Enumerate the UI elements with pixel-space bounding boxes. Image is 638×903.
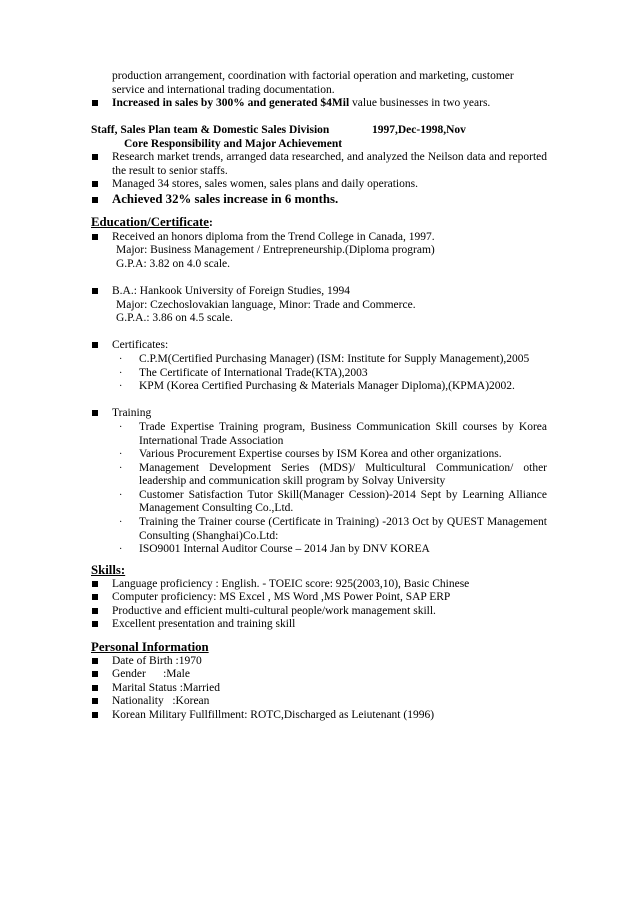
ba-gpa: G.P.A.: 3.86 on 4.5 scale. [116,312,233,325]
ba-line: B.A.: Hankook University of Foreign Studies, 1994 [112,284,350,297]
job-bullet [91,151,547,178]
training-item: · Trade Expertise Training program, Business Communication Skill courses by Korea International Trade Association [119,420,547,447]
education-section [91,216,547,557]
intro-section [91,70,547,111]
square-bullet-icon [92,288,98,294]
job-section [91,124,547,207]
training-item: · ISO9001 Internal Auditor Course – 2014 Jan by DNV KOREA [119,543,430,556]
intro-line-1: production arrangement, coordination with factorial operation and marketing, customer [112,70,514,82]
job-highlight [91,193,547,207]
job-header [91,124,547,138]
personal-item: Date of Birth :1970 [91,655,547,669]
diploma-gpa: G.P.A: 3.82 on 4.0 scale. [116,257,231,270]
square-bullet-icon [92,621,98,627]
diploma-major: Major: Business Management / Entrepreneurship.(Diploma program) [116,244,435,257]
personal-section [91,641,547,723]
training-item: · Customer Satisfaction Tutor Skill(Manager Cession)-2014 Sept by Learning Alliance Management Consulting Co.,Ltd. [119,488,547,515]
job-title: Staff, Sales Plan team & Domestic Sales Division [91,124,330,136]
dot-bullet-icon: · [119,449,123,461]
skill-item: Language proficiency : English. - TOEIC score: 925(2003,10), Basic Chinese [91,578,547,592]
square-bullet-icon [92,685,98,691]
square-bullet-icon [92,197,98,203]
job-dates: 1997,Dec-1998,Nov [372,124,466,136]
training-block [91,407,547,421]
training-item: · Management Development Series (MDS)/ Multicultural Communication/ other leadership and communication skill program by Solvay University [119,461,547,488]
personal-item: Marital Status :Married [91,682,547,696]
square-bullet-icon [92,581,98,587]
diploma-line: Received an honors diploma from the Trend College in Canada, 1997. [112,230,435,243]
dot-bullet-icon: · [119,544,123,556]
square-bullet-icon [92,712,98,718]
square-bullet-icon [92,410,98,416]
square-bullet-icon [92,342,98,348]
job-highlight-text: Achieved 32% sales increase in 6 months. [112,191,339,206]
square-bullet-icon [92,181,98,187]
education-entry [91,231,547,272]
certificates-label: Certificates: [112,339,169,352]
intro-bullet [91,97,547,111]
skill-item: Computer proficiency: MS Excel , MS Word ,MS Power Point, SAP ERP [91,591,547,605]
intro-paragraph [91,70,547,97]
square-bullet-icon [92,698,98,704]
education-entry [91,285,547,326]
training-item: · Various Procurement Expertise courses by ISM Korea and other organizations. [119,448,502,461]
dot-bullet-icon: · [119,381,123,393]
square-bullet-icon [92,234,98,240]
training-item: · Training the Trainer course (Certificate in Training) -2013 Oct by QUEST Management Consulting (Shanghai)Co.Ltd: [119,516,547,542]
dot-bullet-icon: · [119,353,123,365]
intro-bullet-bold: Increased in sales by 300% and generated $4Mil [112,97,350,110]
certificates-block [91,339,547,353]
square-bullet-icon [92,154,98,160]
square-bullet-icon [92,594,98,600]
personal-item: Korean Military Fullfillment: ROTC,Discharged as Leiutenant (1996) [91,709,547,723]
education-heading: Education/Certificate: [91,215,213,229]
ba-major: Major: Czechoslovakian language, Minor: Trade and Commerce. [116,298,416,311]
dot-bullet-icon: · [119,462,123,474]
job-bullet-text: Research market trends, arranged data researched, and analyzed the Neilson data and reported the result to senior staffs. [112,151,547,177]
dot-bullet-icon: · [119,421,123,433]
skills-heading: Skills: [91,563,126,577]
square-bullet-icon [92,608,98,614]
job-bullet-text: Managed 34 stores, sales women, sales plans and daily operations. [112,178,418,191]
personal-item: Gender :Male [91,668,547,682]
certificate-item: · C.P.M(Certified Purchasing Manager) (ISM: Institute for Supply Management),2005 [119,352,530,365]
dot-bullet-icon: · [119,367,123,379]
dot-bullet-icon: · [119,517,123,529]
certificate-item: · The Certificate of International Trade(KTA),2003 [119,366,368,379]
square-bullet-icon [92,658,98,664]
square-bullet-icon [92,671,98,677]
dot-bullet-icon: · [119,489,123,501]
skills-section [91,564,547,632]
intro-bullet-text: value businesses in two years. [349,97,491,110]
skill-item: Productive and efficient multi-cultural people/work management skill. [91,605,547,619]
job-bullet [91,178,547,192]
intro-line-2: service and international trading documentation. [112,83,335,96]
certificate-item: · KPM (Korea Certified Purchasing & Materials Manager Diploma),(KPMA)2002. [119,380,515,393]
training-label: Training [112,407,152,420]
personal-item: Nationality :Korean [91,695,547,709]
personal-heading: Personal Information [91,640,209,654]
square-bullet-icon [92,100,98,106]
job-subtitle: Core Responsibility and Major Achievement [124,137,343,150]
skill-item: Excellent presentation and training skill [91,618,547,632]
